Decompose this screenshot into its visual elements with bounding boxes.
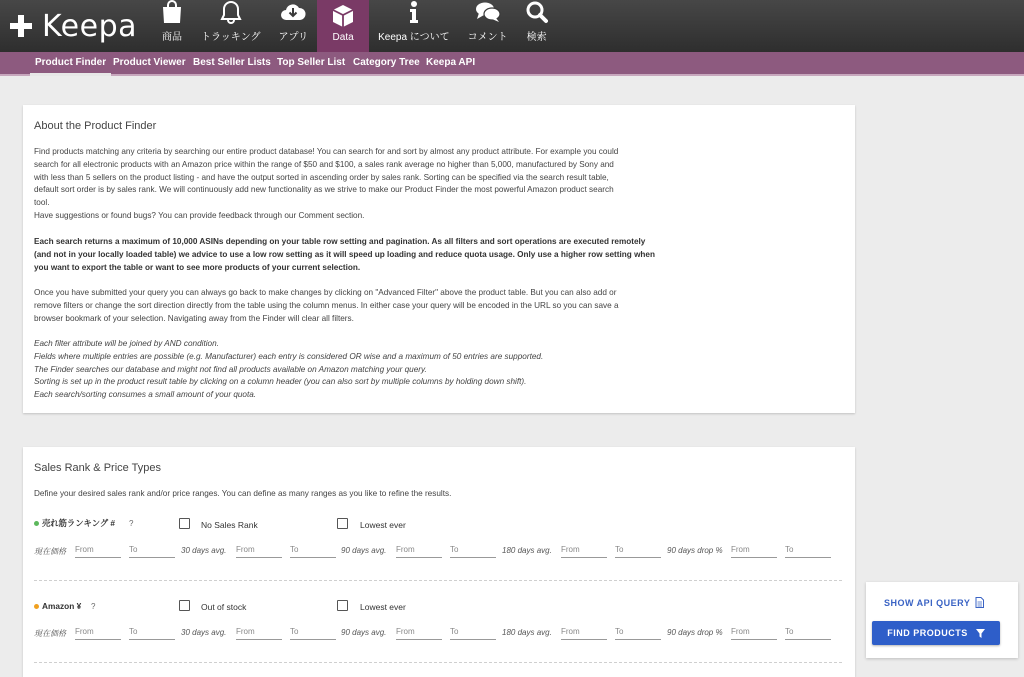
text-line: Fields where multiple entries are possible (e.g. Manufacturer) each entry is considered OR wise and a maximum of 50 entries are supported.	[34, 351, 544, 361]
text-line: Each filter attribute will be joined by AND condition.	[34, 339, 219, 348]
text-line: Each search/sorting consumes a small amount of your quota.	[34, 390, 257, 400]
out-of-stock-checkbox[interactable]	[179, 600, 190, 611]
avg180-from-input[interactable]: From	[561, 544, 607, 558]
text-line: search for all electronic products with an Amazon price within the range of $50 and $100, a sales rank average no higher than 5,000, manufactured by Sony and	[34, 159, 614, 169]
text-line: with less than 5 sellers on the product listing - and have the output sorted in ascending order by sales rank. Sorting can be specified via the search result table,	[34, 172, 609, 182]
nav-label: 検索	[526, 32, 547, 43]
sales-rank-card	[23, 447, 855, 677]
no-sales-rank-label: No Sales Rank	[201, 520, 258, 530]
nav-tracking[interactable]	[192, 0, 270, 52]
lowest-ever-checkbox[interactable]	[337, 600, 348, 611]
avg180-to-input[interactable]: To	[615, 626, 661, 640]
subnav-category-tree[interactable]: Category Tree	[353, 57, 420, 68]
action-panel	[866, 582, 1018, 658]
subnav-top-seller-list[interactable]: Top Seller List	[277, 57, 346, 68]
show-api-query-button[interactable]	[884, 597, 984, 608]
cube-icon	[331, 4, 355, 28]
text-line: The Finder searches our database and might not find all products available on Amazon matching your query.	[34, 364, 427, 374]
drop-to-input[interactable]: To	[785, 626, 831, 640]
segment-current-label: 現在価格	[34, 629, 66, 638]
current-to-input[interactable]: To	[129, 544, 175, 558]
keepa-logo[interactable]	[10, 6, 137, 46]
segment-drop-label: 90 days drop %	[667, 546, 723, 555]
text-line: browser bookmark of your selection. Navigating away from the Finder will clear all filters.	[34, 313, 354, 323]
nav-label: アプリ	[278, 32, 309, 43]
text-line: Sorting is set up in the product result table by clicking on a column header (you can also sort by multiple columns by holding down shift).	[34, 377, 527, 387]
top-header	[0, 0, 1024, 52]
help-icon[interactable]: ?	[91, 602, 96, 611]
lowest-ever-label: Lowest ever	[360, 602, 406, 612]
current-to-input[interactable]: To	[129, 626, 175, 640]
document-icon	[975, 597, 984, 608]
shopping-bag-icon	[161, 0, 183, 24]
text-line: Have suggestions or found bugs? You can provide feedback through our Comment section.	[34, 210, 365, 220]
no-sales-rank-checkbox[interactable]	[179, 518, 190, 529]
lowest-ever-label: Lowest ever	[360, 520, 406, 530]
main-nav	[152, 0, 557, 52]
avg30-to-input[interactable]: To	[290, 626, 336, 640]
segment-180-label: 180 days avg.	[502, 546, 552, 555]
amazon-price-label	[34, 601, 81, 611]
help-icon[interactable]: ?	[129, 519, 134, 528]
about-card	[23, 105, 855, 413]
brand-name: Keepa	[42, 8, 138, 44]
nav-about[interactable]	[369, 0, 459, 52]
about-paragraph-2	[34, 236, 684, 274]
current-from-input[interactable]: From	[75, 626, 121, 640]
nav-comments[interactable]	[459, 0, 517, 52]
drop-to-input[interactable]: To	[785, 544, 831, 558]
avg180-to-input[interactable]: To	[615, 544, 661, 558]
text-line: Find products matching any criteria by searching our entire product database! You can search for and sort by almost any product attribute. For example you could	[34, 147, 619, 156]
about-paragraph-3	[34, 287, 684, 325]
row-label-text: 売れ筋ランキング #	[42, 518, 116, 528]
about-paragraph-4	[34, 338, 684, 402]
sales-title: Sales Rank & Price Types	[34, 462, 161, 474]
button-label: FIND PRODUCTS	[887, 628, 968, 638]
segment-drop-label: 90 days drop %	[667, 628, 723, 637]
comments-icon	[475, 0, 501, 24]
button-label: SHOW API QUERY	[884, 597, 971, 608]
nav-label: Data	[332, 32, 354, 43]
subnav-keepa-api[interactable]: Keepa API	[426, 57, 476, 68]
green-dot-icon	[34, 521, 39, 526]
row-divider	[34, 662, 842, 663]
text-line: you want to export the table or want to see more products of your current selection.	[34, 262, 361, 272]
avg30-from-input[interactable]: From	[236, 626, 282, 640]
subnav-product-viewer[interactable]: Product Viewer	[113, 57, 186, 68]
nav-label: トラッキング	[201, 32, 261, 43]
nav-apps[interactable]	[270, 0, 318, 52]
text-line: default sort order is by sales rank. We will continuously add new functionality as we strive to make our Product Finder the most powerful Amazon product search	[34, 185, 614, 195]
sales-rank-label	[34, 517, 115, 529]
text-line: remove filters or change the sort direction directly from the table using the column menus. In either case your query will be encoded in the URL so you can save a	[34, 300, 619, 310]
segment-30-label: 30 days avg.	[181, 628, 227, 637]
avg90-from-input[interactable]: From	[396, 544, 442, 558]
row-label-text: Amazon ¥	[42, 601, 82, 611]
avg30-to-input[interactable]: To	[290, 544, 336, 558]
data-subnav	[0, 52, 1024, 76]
about-title: About the Product Finder	[34, 120, 157, 132]
subnav-product-finder[interactable]: Product Finder	[35, 52, 106, 74]
nav-products[interactable]	[152, 0, 192, 52]
avg180-from-input[interactable]: From	[561, 626, 607, 640]
text-line: Once you have submitted your query you can always go back to make changes by clicking on "Advanced Filter" above the product table. But you can also add or	[34, 288, 617, 297]
segment-90-label: 90 days avg.	[341, 628, 387, 637]
avg30-from-input[interactable]: From	[236, 544, 282, 558]
search-icon	[526, 0, 548, 24]
about-paragraph-1	[34, 146, 684, 223]
drop-from-input[interactable]: From	[731, 544, 777, 558]
bell-icon	[220, 0, 242, 24]
avg90-to-input[interactable]: To	[450, 544, 496, 558]
text-line: Each search returns a maximum of 10,000 ASINs depending on your table row setting and pagination. As all filters and sort operations are executed remotely	[34, 237, 646, 246]
find-products-button[interactable]	[872, 621, 1000, 645]
current-from-input[interactable]: From	[75, 544, 121, 558]
avg90-from-input[interactable]: From	[396, 626, 442, 640]
row-divider	[34, 580, 842, 581]
sales-description: Define your desired sales rank and/or price ranges. You can define as many ranges as you like to refine the results.	[34, 489, 452, 498]
nav-label: 商品	[162, 32, 182, 43]
text-line: tool.	[34, 198, 50, 208]
segment-180-label: 180 days avg.	[502, 628, 552, 637]
text-line: (and not in your locally loaded table) we advice to use a low row setting as it will speed up loading and reduce quota usage. Only use a higher row setting when	[34, 249, 655, 259]
segment-90-label: 90 days avg.	[341, 546, 387, 555]
orange-dot-icon	[34, 604, 39, 609]
nav-data[interactable]	[317, 0, 369, 52]
subnav-best-seller-lists[interactable]: Best Seller Lists	[193, 57, 271, 68]
lowest-ever-checkbox[interactable]	[337, 518, 348, 529]
out-of-stock-label: Out of stock	[201, 602, 247, 612]
nav-label: コメント	[467, 32, 508, 43]
segment-current-label: 現在価格	[34, 547, 66, 556]
info-icon	[407, 0, 421, 24]
filter-icon	[976, 629, 985, 638]
segment-30-label: 30 days avg.	[181, 546, 227, 555]
avg90-to-input[interactable]: To	[450, 626, 496, 640]
drop-from-input[interactable]: From	[731, 626, 777, 640]
nav-search[interactable]	[517, 0, 557, 52]
plus-logo-icon	[10, 15, 32, 37]
nav-label: Keepa について	[378, 32, 450, 43]
cloud-download-icon	[280, 0, 306, 24]
